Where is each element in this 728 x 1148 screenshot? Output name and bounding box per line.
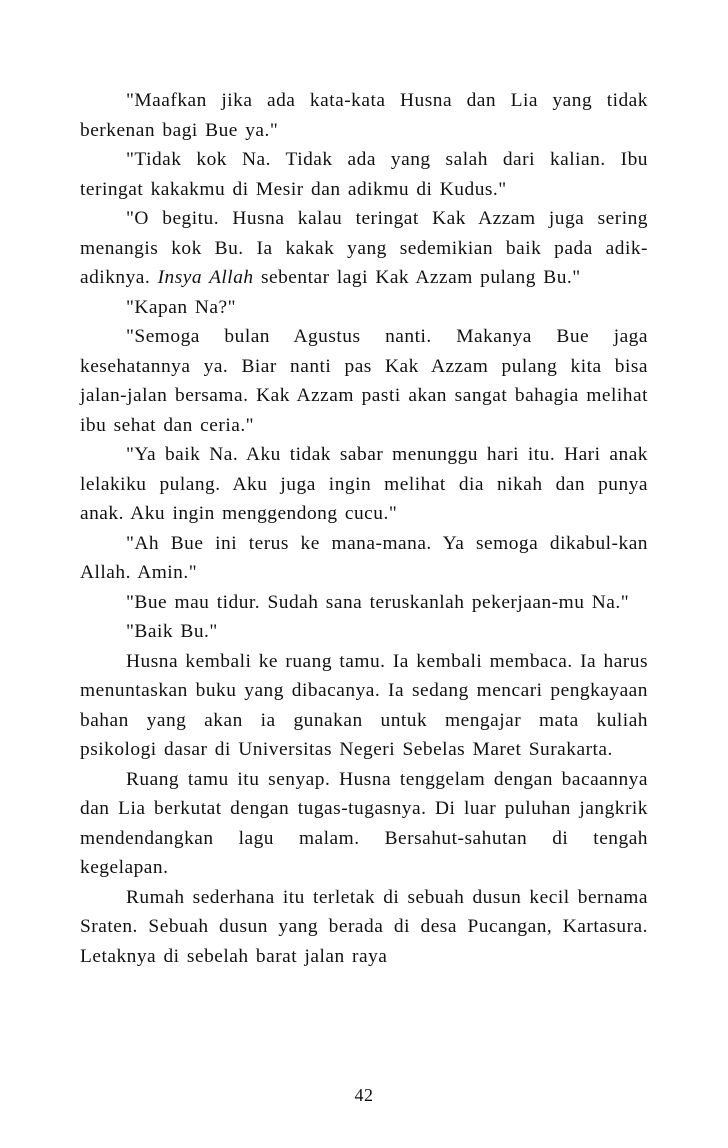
paragraph-1: "Maafkan jika ada kata-kata Husna dan Lia yang tidak berkenan bagi Bue ya."	[80, 90, 648, 141]
paragraph-12: Rumah sederhana itu terletak di sebuah dusun kecil bernama Sraten. Sebuah dusun yang berada di desa Pucangan, Kartasura. Letaknya di sebelah barat jalan raya	[80, 886, 648, 967]
paragraph-5: "Semoga bulan Agustus nanti. Makanya Bue jaga kesehatannya ya. Biar nanti pas Kak Azzam pulang kita bisa jalan-jalan bersama. Kak Azzam pasti akan sangat bahagia melihat ibu sehat dan ceria."	[80, 326, 648, 436]
page-number: 42	[354, 1085, 374, 1105]
paragraph-6: "Ya baik Na. Aku tidak sabar menunggu hari itu. Hari anak lelakiku pulang. Aku juga ingin melihat dia nikah dan punya anak. Aku ingin menggendong cucu."	[80, 444, 648, 524]
italic-phrase: Insya Allah	[157, 267, 254, 288]
paragraph-4: "Kapan Na?"	[126, 296, 237, 318]
paragraph-9: "Baik Bu."	[126, 621, 218, 642]
paragraph-10: Husna kembali ke ruang tamu. Ia kembali membaca. Ia harus menuntaskan buku yang dibacanya. Ia sedang mencari pengkayaan bahan yang akan ia gunakan untuk mengajar mata kuliah psikologi dasar di Universitas Negeri Sebelas Maret Surakarta.	[80, 650, 648, 760]
paragraph-3-start: "O begitu. Husna kalau teringat Kak Azzam juga sering menangis kok Bu. Ia kakak yang sedemikian baik pada adik-adiknya.	[80, 208, 648, 288]
paragraph-3	[80, 204, 648, 293]
paragraph-3-end: sebentar lagi Kak Azzam pulang Bu."	[253, 267, 581, 288]
paragraph-8: "Bue mau tidur. Sudah sana teruskanlah pekerjaan-mu Na."	[126, 591, 630, 613]
page-body	[80, 86, 648, 971]
paragraph-7: "Ah Bue ini terus ke mana-mana. Ya semoga dikabul-kan Allah. Amin."	[80, 532, 648, 583]
paragraph-11: Ruang tamu itu senyap. Husna tenggelam dengan bacaannya dan Lia berkutat dengan tugas-tugasnya. Di luar puluhan jangkrik mendendangkan lagu malam. Bersahut-sahutan di tengah kegelapan.	[80, 768, 648, 878]
paragraph-2: "Tidak kok Na. Tidak ada yang salah dari kalian. Ibu teringat kakakmu di Mesir dan adikmu di Kudus."	[80, 149, 648, 200]
